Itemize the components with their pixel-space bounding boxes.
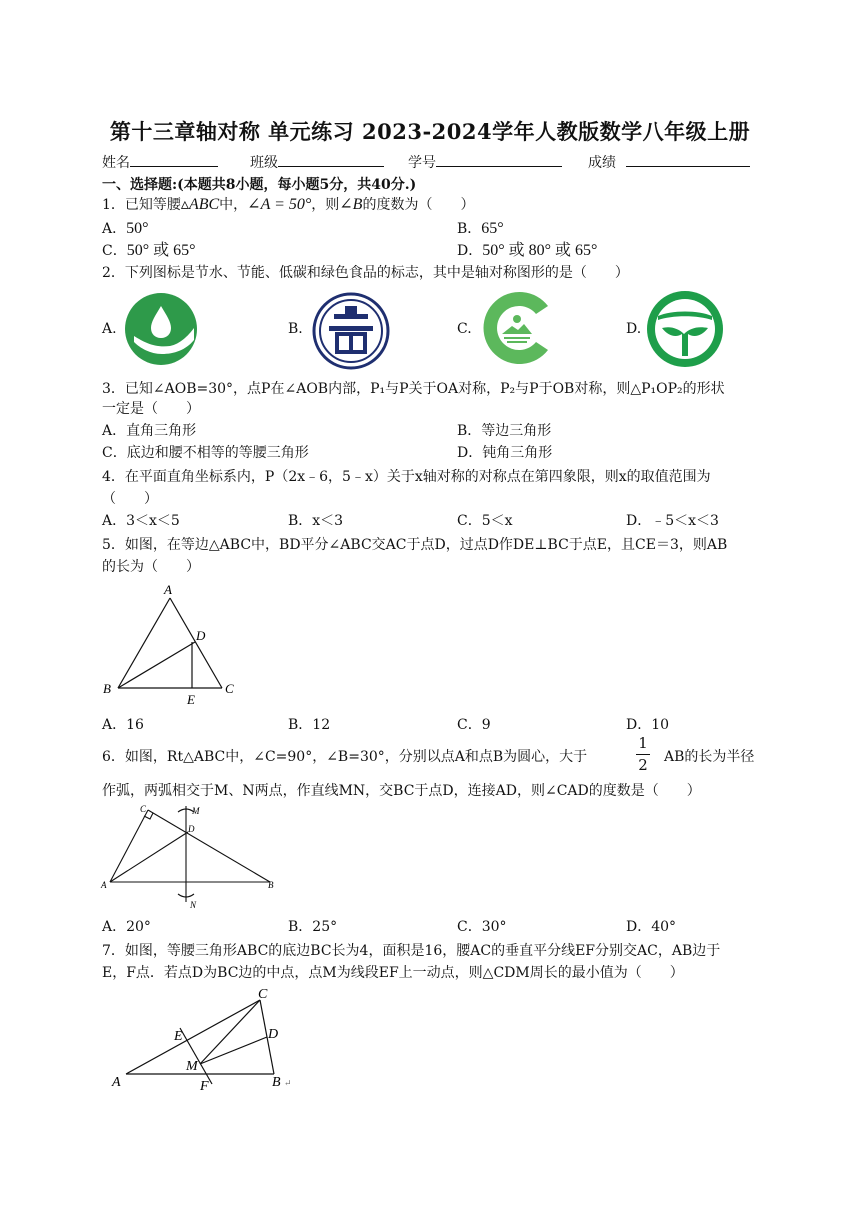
name-label: 姓名 [102,155,130,171]
q6-option-c[interactable]: C．30° [457,919,507,935]
q7-label-a: A [112,1075,121,1090]
class-label: 班级 [250,155,278,171]
q6-label-d: D [188,824,195,834]
q6-edge-ac [110,810,148,882]
q7-label-m: M [186,1059,198,1074]
id-label: 学号 [408,155,436,171]
q6-label-c: C [140,804,147,814]
q5-figure-equilateral-triangle [98,580,248,708]
q6-fraction-bar [636,754,650,755]
q6-option-d[interactable]: D．40° [626,919,677,935]
q5-option-a[interactable]: A．16 [102,717,144,733]
q7-figure-isosceles-triangle [104,986,300,1094]
q2-option-c-label[interactable]: C. [457,321,472,337]
q5-segment-bd [118,642,195,688]
class-field [250,152,384,172]
q4-option-c[interactable]: C．5＜x [457,513,513,529]
q7-segment-cm [200,1000,260,1064]
score-field [588,152,750,172]
name-field [102,152,218,172]
q3-option-a[interactable]: A．直角三角形 [102,423,197,439]
q7-label-b: B [272,1075,281,1090]
q5-label-c: C [225,681,234,696]
q4-option-a[interactable]: A．3＜x＜5 [102,513,180,529]
q4-stem-line2: （ ） [102,491,158,507]
q5-edge-ab [118,598,170,688]
id-blank[interactable] [436,152,562,167]
name-blank[interactable] [130,152,218,167]
q5-option-c[interactable]: C．9 [457,717,491,733]
q3-stem-line2: 一定是（ ） [102,401,200,417]
q6-label-n: N [190,900,197,910]
q5-label-b: B [103,681,111,696]
q6-segment-ad [110,832,188,882]
id-field [408,152,562,172]
q4-option-d[interactable]: D．﹣5＜x＜3 [626,513,719,529]
q7-stem-line2: E，F点．若点D为BC边的中点，点M为线段EF上一动点，则△CDM周长的最小值为（ ） [102,965,684,981]
q2-option-d-label[interactable]: D. [626,321,642,337]
q7-label-c: C [258,987,268,1002]
q4-stem-line1: 4．在平面直角坐标系内，P（2x﹣6，5﹣x）关于x轴对称的对称点在第四象限，则x的取值范围为 [102,469,711,485]
q5-label-a: A [164,582,172,597]
q6-figure-right-triangle [98,802,284,914]
q5-option-b[interactable]: B．12 [288,717,331,733]
q3-option-b[interactable]: B．等边三角形 [457,423,552,439]
q7-stem-line1: 7．如图，等腰三角形ABC的底边BC长为4，面积是16，腰AC的垂直平分线EF分别交AC，AB边于 [102,943,721,959]
q6-stem-line1b: AB的长为半径 [664,749,755,765]
paragraph-mark-icon: ↵ [284,1078,292,1088]
score-label: 成绩 [588,155,616,171]
q1-condition: ∠A = 50° [247,196,312,213]
q2-option-a-label[interactable]: A. [102,321,117,337]
score-blank[interactable] [626,152,750,167]
q6-label-a: A [101,880,107,890]
q1-text-b: 中， [219,197,248,213]
q1-text-c: ，则 [311,197,340,213]
q3-stem-line1: 3．已知∠AOB=30°，点P在∠AOB内部，P₁与P关于OA对称，P₂与P于OB对称，则△P₁OP₂的形状 [102,381,725,397]
q1-text-a: 1．已知等腰 [102,197,181,213]
q6-label-b: B [268,880,274,890]
q1-stem [102,194,474,216]
q1-angle: ∠B [339,196,363,213]
q3-option-d[interactable]: D．钝角三角形 [457,445,553,461]
q1-option-b[interactable]: B．65° [457,220,504,237]
energy-saving-logo-icon[interactable] [312,292,390,370]
q6-option-b[interactable]: B．25° [288,919,338,935]
green-food-logo-icon[interactable] [646,290,724,368]
q6-stem-line2: 作弧，两弧相交于M、N两点，作直线MN，交BC于点D，连接AD，则∠CAD的度数是（ ） [102,783,701,799]
q1-triangle: ▵ABC [180,196,220,213]
q6-option-a[interactable]: A．20° [102,919,151,935]
q5-label-e: E [187,692,195,707]
class-blank[interactable] [278,152,384,167]
q1-option-c[interactable]: C．50° 或 65° [102,242,196,259]
q5-option-d[interactable]: D．10 [626,717,670,733]
q5-stem-line1: 5．如图，在等边△ABC中，BD平分∠ABC交AC于点D，过点D作DE⊥BC于点E，且CE＝3，则AB [102,537,728,553]
q2-stem: 2．下列图标是节水、节能、低碳和绿色食品的标志，其中是轴对称图形的是（ ） [102,265,629,281]
q7-segment-md [200,1037,267,1064]
q5-label-d: D [196,628,206,643]
q7-label-d: D [268,1027,279,1042]
q5-edge-ac [170,598,222,688]
q6-label-m: M [192,806,200,816]
section-heading: 一、选择题:(本题共8小题，每小题5分，共40分.) [102,177,417,193]
q7-label-f: F [200,1079,209,1094]
q6-fraction-numerator: 1 [638,734,648,752]
q1-option-a[interactable]: A．50° [102,220,149,237]
q5-stem-line2: 的长为（ ） [102,559,200,575]
low-carbon-logo-icon[interactable] [480,290,554,366]
q4-option-b[interactable]: B．x＜3 [288,513,344,529]
q1-option-d[interactable]: D．50° 或 80° 或 65° [457,242,598,259]
q1-text-d: 的度数为（ ） [362,197,475,213]
q6-fraction-denominator: 2 [638,756,648,774]
page-title: 第十三章轴对称 单元练习 2023-2024学年人教版数学八年级上册 [109,119,751,144]
water-saving-logo-icon[interactable] [124,292,198,366]
q2-option-b-label[interactable]: B. [288,321,303,337]
q3-option-c[interactable]: C．底边和腰不相等的等腰三角形 [102,445,309,461]
q6-stem-line1a: 6．如图，Rt△ABC中，∠C=90°，∠B=30°，分别以点A和点B为圆心，大于 [102,749,588,765]
q7-label-e: E [174,1029,183,1044]
